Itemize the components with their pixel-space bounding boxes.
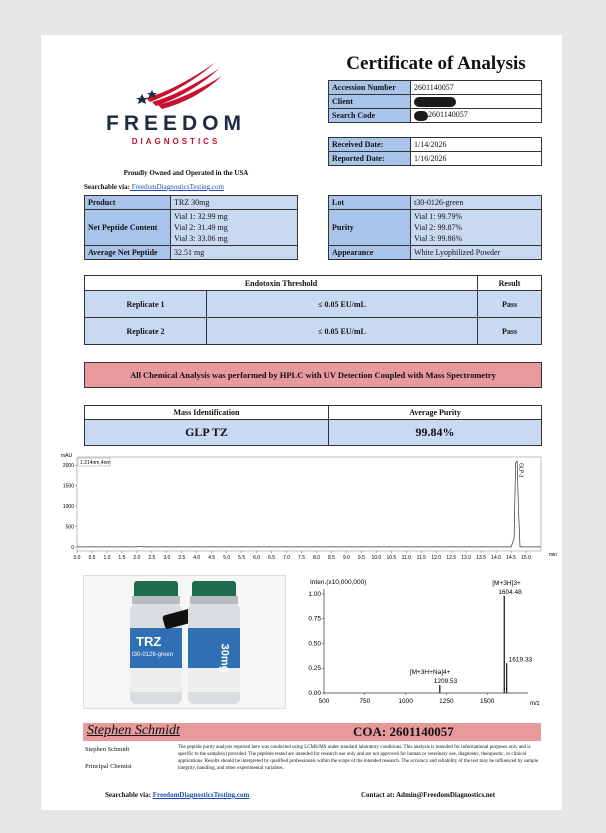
y-tick-label: 0 [71,544,74,551]
accession-label: Accession Number [329,81,411,95]
x-tick-label: 11.0 [401,555,411,561]
x-tick-label: 2.5 [148,555,156,561]
footer-searchable-prefix: Searchable via: [105,791,151,799]
chart-title: Inten.(x10,000,000) [310,579,367,586]
x-tick-label: 7.5 [298,555,305,561]
accession-value: 2601140057 [411,81,542,95]
x-tick-label: 5.5 [238,555,246,561]
y-tick-label: 0.00 [308,690,321,697]
tagline: Proudly Owned and Operated in the USA [123,169,249,177]
x-tick-label: 1250 [439,698,454,705]
peak-value-label: 1209.53 [433,678,458,686]
purity-vial-2: Vial 2: 99.87% [414,223,463,232]
x-tick-label: 9.0 [342,555,350,561]
searchable-link[interactable]: FreedomDiagnosticsTesting.com [129,183,224,191]
x-tick-label: 15.0 [521,555,531,561]
net-peptide-values [171,210,298,246]
method-banner: All Chemical Analysis was performed by HPLC with UV Detection Coupled with Mass Spectrometry [84,362,542,388]
mass-table [84,405,542,446]
net-vial-2: Vial 2: 31.49 mg [174,223,228,232]
dates-table [328,137,542,166]
searchable-header [84,183,224,191]
mass-id-value: GLP TZ [85,420,329,446]
y-tick-label: 0.25 [308,665,321,673]
chemist-role: Principal Chemist [85,763,132,770]
peak-value-label: 1604.48 [498,588,522,596]
logo-word: FREEDOM [106,112,246,135]
y-tick-label: 1500 [62,483,74,490]
channel-label: 1:214nm,4nm [80,460,111,466]
chemist-name: Stephen Schmidt [85,746,130,753]
vial-brand: TRZ [136,634,162,649]
x-tick-label: 750 [359,698,371,705]
product-value: TRZ 30mg [171,196,298,210]
search-code-value: 2601140057 [428,110,468,120]
accession-table [328,80,542,123]
x-tick-label: 12.5 [446,555,457,561]
x-tick-label: 0.5 [88,555,96,561]
x-tick-label: 13.5 [476,555,486,561]
table-row [85,318,542,345]
x-tick-label: 12.0 [431,555,442,561]
x-tick-label: 1500 [479,698,495,705]
x-tick-label: 6.0 [253,555,261,561]
x-tick-label: 14.0 [491,555,501,561]
y-tick-label: 1.00 [308,590,321,598]
reported-value: 1/16/2026 [411,152,542,166]
disclaimer: The peptide purity analysis reported here was conducted using LCMS/MS under standard laboratory conditions. This analysis is intended for informational purposes only and is specific to the sample(s) provided. The peptides tested are intended for research use only and are not approved for human or veterinary use, diagnostic, therapeutic, or clinical applications. Results should be interpreted by qualified professionals within the scope of the intended research. The accuracy and reliability of the test may be influenced by sample integrity, handling, and other experimental variables. [178,745,539,771]
x-axis-label: min [549,552,558,558]
plot-frame [77,457,541,551]
received-label: Received Date: [329,138,411,152]
lot-value: t30-0126-green [411,196,542,210]
searchable-prefix: Searchable via: [84,183,130,191]
purity-label: Purity [329,210,411,246]
searchable-footer [105,791,249,799]
x-tick-label: 13.0 [461,555,472,561]
flag-swoosh-icon [136,60,226,110]
redacted-code [414,111,428,121]
lot-label: Lot [329,196,411,210]
net-peptide-label: Net Peptide Content [85,210,171,246]
table-row [85,291,542,318]
x-tick-label: 10.0 [371,555,382,561]
received-value: 1/14/2026 [411,138,542,152]
x-tick-label: 4.0 [193,555,201,561]
signature-band [83,723,541,741]
purity-vial-3: Vial 3: 99.86% [414,234,463,243]
x-tick-label: 11.5 [416,555,426,561]
x-tick-label: 5.0 [223,555,231,561]
replicate-name: Replicate 1 [85,291,207,318]
result-header: Result [478,276,542,291]
lot-table [328,195,542,260]
y-tick-label: 0.50 [308,640,321,648]
avg-peptide-label: Average Net Peptide [85,246,171,260]
redacted-client [414,97,456,107]
replicate-threshold: ≤ 0.05 EU/mL [207,318,478,345]
x-tick-label: 10.5 [386,555,397,561]
net-vial-3: Vial 3: 33.06 mg [174,234,228,243]
client-label: Client [329,95,411,109]
x-tick-label: 1.5 [118,555,126,561]
x-tick-label: 1.0 [103,555,111,561]
x-tick-label: 3.5 [178,555,186,561]
reported-label: Reported Date: [329,152,411,166]
series-line [77,461,541,547]
peak-ion-label: [M+3H]3+ [492,579,521,587]
x-tick-label: 4.5 [208,555,216,561]
purity-values [411,210,542,246]
search-code-label: Search Code [329,109,411,123]
x-tick-label: 3.0 [163,555,171,561]
mass-id-header: Mass Identification [85,406,329,420]
replicate-threshold: ≤ 0.05 EU/mL [207,291,478,318]
search-code-cell [411,109,542,123]
y-tick-label: 2000 [62,463,74,470]
page-title: Certificate of Analysis [346,53,526,74]
purity-vial-1: Vial 1: 99.79% [414,212,463,221]
x-tick-label: 14.5 [506,555,516,561]
vials-illustration [84,576,286,709]
x-tick-label: 8.5 [327,555,335,561]
appearance-value: White Lyophilized Powder [411,246,542,260]
x-tick-label: 8.0 [313,555,320,561]
footer-searchable-link[interactable]: FreedomDiagnosticsTesting.com [152,791,250,799]
y-tick-label: 500 [65,524,74,531]
avg-purity-header: Average Purity [329,406,542,420]
avg-purity-value: 99.84% [329,420,542,446]
endotoxin-header: Endotoxin Threshold [85,276,478,291]
vial-dose: 30mg [218,643,231,673]
logo-subtitle: DIAGNOSTICS [131,137,221,146]
y-tick-label: 1000 [62,504,74,511]
endotoxin-table [84,275,542,345]
product-label: Product [85,196,171,210]
peak-value-label: 1619.33 [508,656,533,664]
replicate-name: Replicate 2 [85,318,207,345]
replicate-result: Pass [478,291,542,318]
product-table [84,195,298,260]
x-tick-label: 2.0 [133,555,141,561]
peak-label: GLP-1 [517,463,524,478]
coa-number: COA: 2601140057 [353,724,454,739]
mass-spectrum [296,575,546,711]
x-tick-label: 0.0 [73,555,81,561]
vial-photo [83,575,286,709]
vial-lot: t30-0126-green [132,652,174,658]
peak-ion-label: [M+3H+Na]4+ [409,669,451,677]
replicate-result: Pass [478,318,542,345]
client-value [411,95,542,109]
certificate-page [41,35,562,810]
x-tick-label: 9.5 [357,555,365,561]
signature: Stephen Schmidt [87,723,180,738]
x-tick-label: 6.5 [268,555,276,561]
y-axis-label: mAU [61,453,73,459]
appearance-label: Appearance [329,246,411,260]
avg-peptide-value: 32.51 mg [171,246,298,260]
y-tick-label: 0.75 [308,615,321,623]
x-tick-label: 1000 [398,698,413,705]
x-tick-label: 7.0 [283,555,291,561]
net-vial-1: Vial 1: 32.99 mg [174,212,228,221]
x-axis-label: m/z [530,701,540,707]
contact: Contact at: Admin@FreedomDiagnostics.net [361,791,496,799]
x-tick-label: 500 [318,698,330,705]
hplc-chromatogram [41,451,562,567]
company-logo [96,60,256,150]
